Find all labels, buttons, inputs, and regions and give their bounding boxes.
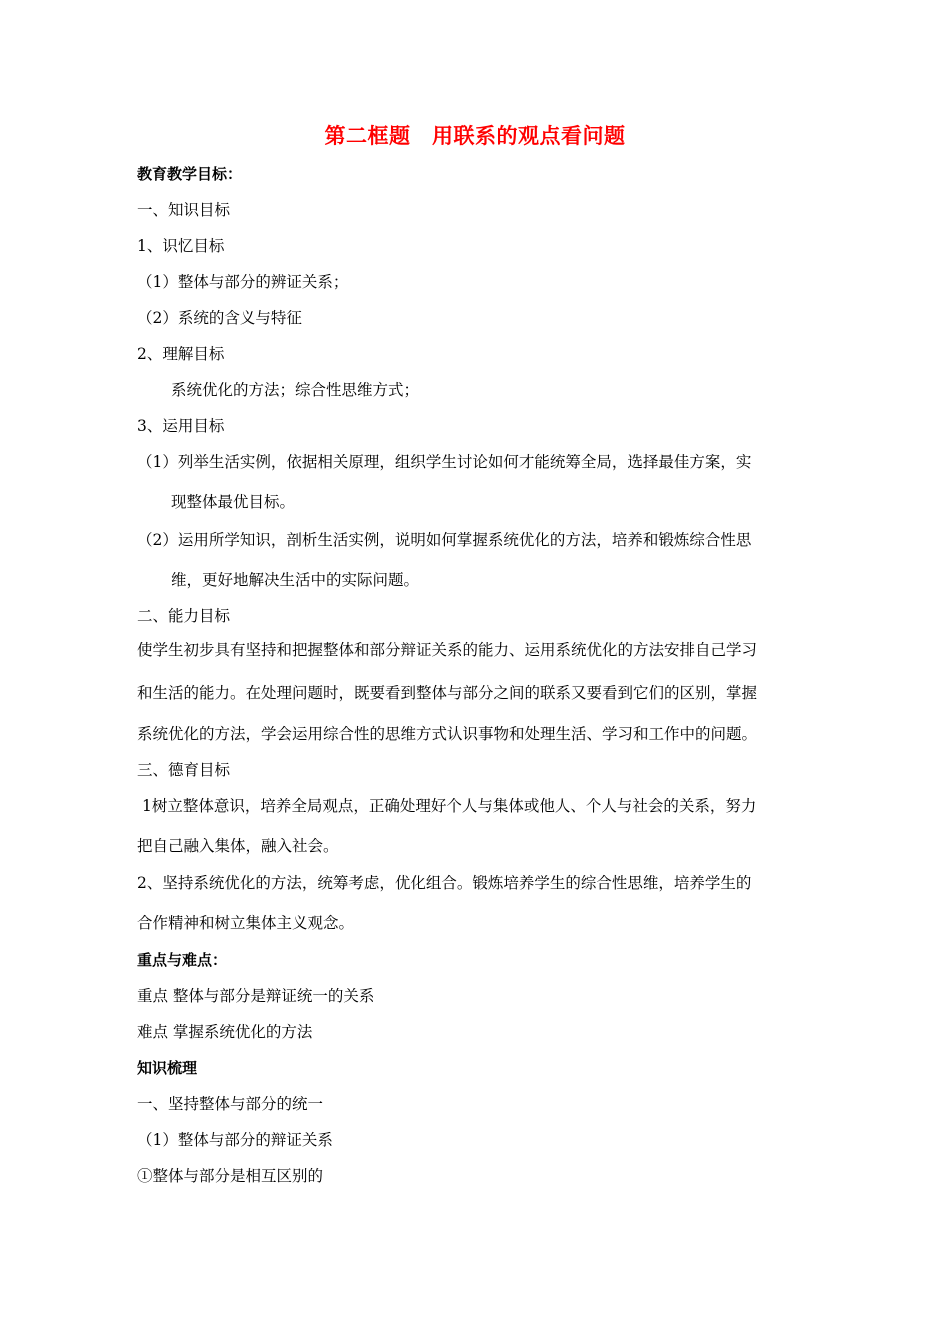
review-point: ①整体与部分是相互区别的 bbox=[137, 1167, 324, 1185]
key-point: 重点 整体与部分是辩证统一的关系 bbox=[137, 987, 375, 1005]
ability-heading: 二、能力目标 bbox=[137, 607, 231, 625]
apply-item-2-line-2: 维，更好地解决生活中的实际问题。 bbox=[171, 571, 420, 589]
review-section: 一、坚持整体与部分的统一 bbox=[137, 1095, 324, 1113]
apply-item-1-line-1: （1）列举生活实例，依据相关原理，组织学生讨论如何才能统筹全局，选择最佳方案，实 bbox=[137, 453, 752, 471]
objectives-heading: 教育教学目标： bbox=[137, 165, 243, 183]
understand-item: 系统优化的方法；综合性思维方式； bbox=[171, 381, 420, 399]
page-title: 第二框题 用联系的观点看问题 bbox=[324, 124, 626, 148]
review-heading: 知识梳理 bbox=[137, 1059, 198, 1077]
difficulty-point: 难点 掌握系统优化的方法 bbox=[137, 1023, 313, 1041]
keypoints-heading: 重点与难点： bbox=[137, 951, 228, 969]
moral-item-2-line-1: 2、坚持系统优化的方法，统筹考虑，优化组合。锻炼培养学生的综合性思维，培养学生的 bbox=[137, 874, 752, 892]
moral-heading: 三、德育目标 bbox=[137, 761, 231, 779]
moral-item-1-line-2: 把自己融入集体，融入社会。 bbox=[137, 837, 339, 855]
moral-item-1-line-1: 1树立整体意识，培养全局观点，正确处理好个人与集体或他人、个人与社会的关系，努力 bbox=[142, 797, 757, 815]
memory-item: （2）系统的含义与特征 bbox=[137, 309, 302, 327]
knowledge-heading: 一、知识目标 bbox=[137, 201, 231, 219]
apply-item-1-line-2: 现整体最优目标。 bbox=[171, 493, 296, 511]
ability-line-3: 系统优化的方法，学会运用综合性的思维方式认识事物和处理生活、学习和工作中的问题。 bbox=[137, 725, 758, 743]
ability-line-1: 使学生初步具有坚持和把握整体和部分辩证关系的能力、运用系统优化的方法安排自己学习 bbox=[137, 641, 758, 659]
ability-line-2: 和生活的能力。在处理问题时，既要看到整体与部分之间的联系又要看到它们的区别，掌握 bbox=[137, 684, 758, 702]
apply-heading: 3、运用目标 bbox=[137, 417, 225, 435]
moral-item-2-line-2: 合作精神和树立集体主义观念。 bbox=[137, 914, 355, 932]
review-sub: （1）整体与部分的辩证关系 bbox=[137, 1131, 333, 1149]
memory-heading: 1、识忆目标 bbox=[137, 237, 225, 255]
memory-item: （1）整体与部分的辨证关系； bbox=[137, 273, 349, 291]
apply-item-2-line-1: （2）运用所学知识，剖析生活实例，说明如何掌握系统优化的方法，培养和锻炼综合性思 bbox=[137, 531, 752, 549]
understand-heading: 2、理解目标 bbox=[137, 345, 225, 363]
